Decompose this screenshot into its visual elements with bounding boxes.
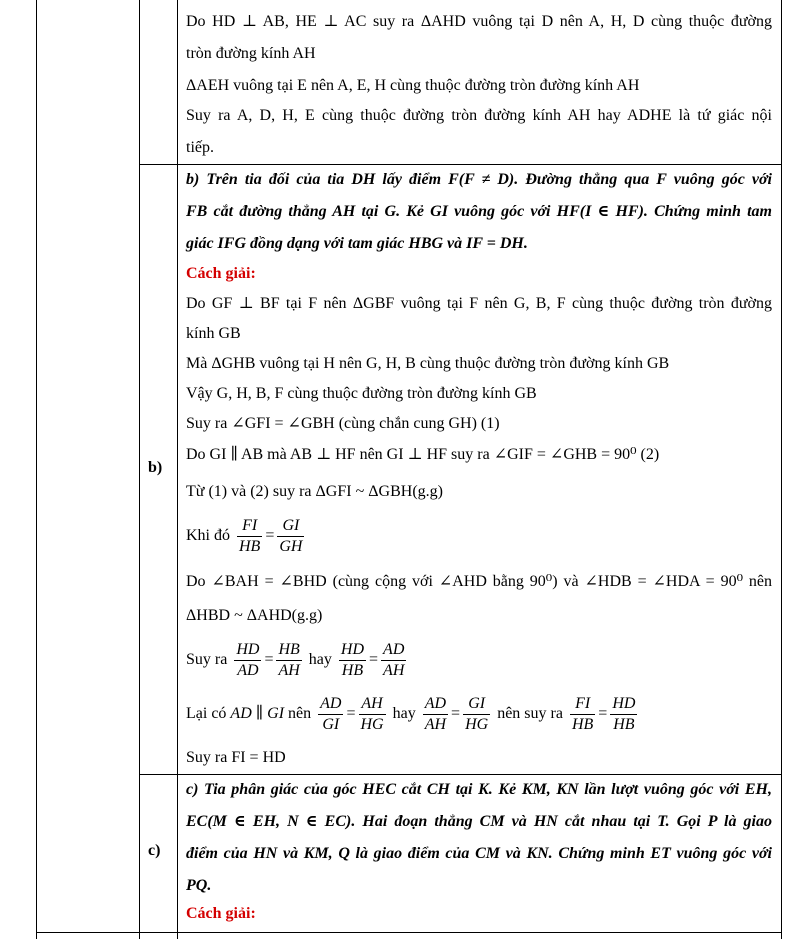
table-border-content <box>177 0 178 939</box>
fraction: $\frac{AH}{HG}$ <box>360 695 384 733</box>
b-khi-do: Khi đó $\frac{FI}{HB}$ = $\frac{GI}{GH}$ <box>186 517 303 555</box>
label-c: c) <box>148 842 161 859</box>
table-border-right <box>781 0 782 939</box>
part-a-line-2: tròn đường kính AH <box>186 45 316 62</box>
c-solution-heading: Cách giải: <box>186 905 256 922</box>
b-line-5: Suy ra ∠GFI = ∠GBH (cùng chắn cung GH) (1) <box>186 415 500 432</box>
c-problem-4: PQ. <box>186 877 212 894</box>
b-problem-3: giác IFG đồng dạng với tam giác HBG và IF = DH. <box>186 235 528 252</box>
c-problem-3: điểm của HN và KM, Q là giao điểm của CM và KN. Chứng minh ET vuông góc với <box>186 845 772 862</box>
b-line-8: Do ∠BAH = ∠BHD (cùng cộng với ∠AHD bằng 90⁰) và ∠HDB = ∠HDA = 90⁰ nên <box>186 573 772 590</box>
b-line-3: Mà ΔGHB vuông tại H nên G, H, B cùng thuộc đường tròn đường kính GB <box>186 355 670 372</box>
fraction: $\frac{AD}{GI}$ <box>320 695 342 733</box>
fraction: $\frac{FI}{HB}$ <box>571 695 594 733</box>
fraction: $\frac{AD}{AH}$ <box>424 695 447 733</box>
b-line-9: ΔHBD ~ ΔAHD(g.g) <box>186 607 323 624</box>
b-problem-1: b) Trên tia đối của tia DH lấy điểm F(F ≠ D). Đường thẳng qua F vuông góc với <box>186 171 772 188</box>
label-b: b) <box>148 459 163 476</box>
b-problem-2: FB cắt đường thẳng AH tại G. Kẻ GI vuông góc với HF(I ∈ HF). Chứng minh tam <box>186 203 772 220</box>
c-problem-2: EC(M ∈ EH, N ∈ EC). Hai đoạn thẳng CM và HN cắt nhau tại T. Gọi P là giao <box>186 813 772 830</box>
fraction: $\frac{HB}{AH}$ <box>278 641 300 679</box>
b-line-10: Suy ra FI = HD <box>186 749 286 766</box>
table-border-left <box>36 0 37 939</box>
row-divider-c <box>139 774 782 775</box>
part-a-line-1: Do HD ⊥ AB, HE ⊥ AC suy ra ΔAHD vuông tại D nên A, H, D cùng thuộc đường <box>186 13 772 30</box>
c-problem-1: c) Tia phân giác của góc HEC cắt CH tại K. Kẻ KM, KN lần lượt vuông góc với EH, <box>186 781 772 798</box>
b-line-7: Từ (1) và (2) suy ra ΔGFI ~ ΔGBH(g.g) <box>186 483 443 500</box>
fraction: $\frac{GI}{GH}$ <box>279 517 303 555</box>
fraction: $\frac{HD}{AD}$ <box>236 641 260 679</box>
part-a-line-5: tiếp. <box>186 139 214 156</box>
part-a-line-3: ΔAEH vuông tại E nên A, E, H cùng thuộc đường tròn đường kính AH <box>186 77 640 94</box>
b-line-2: kính GB <box>186 325 241 342</box>
fraction: $\frac{HD}{HB}$ <box>340 641 365 679</box>
fraction: $\frac{AD}{AH}$ <box>383 641 405 679</box>
row-divider-b <box>139 164 782 165</box>
fraction: $\frac{FI}{HB}$ <box>239 517 261 555</box>
table-border-label <box>139 0 140 939</box>
b-line-4: Vậy G, H, B, F cùng thuộc đường tròn đường kính GB <box>186 385 537 402</box>
fraction: $\frac{GI}{HG}$ <box>465 695 489 733</box>
b-lai-co: Lại có AD ∥ GI nên $\frac{AD}{GI}$ = $\frac{AH}{HG}$ hay $\frac{AD}{AH}$ = $\frac{GI}{HG}$ nên suy ra $\frac{FI}{HB}$ = $\frac{HD}{HB}$ <box>186 695 636 733</box>
b-line-6: Do GI ∥ AB mà AB ⊥ HF nên GI ⊥ HF suy ra ∠GIF = ∠GHB = 90⁰ (2) <box>186 446 660 463</box>
b-suy-ra: Suy ra $\frac{HD}{AD}$ = $\frac{HB}{AH}$ hay $\frac{HD}{HB}$ = $\frac{AD}{AH}$ <box>186 641 405 679</box>
b-line-1: Do GF ⊥ BF tại F nên ΔGBF vuông tại F nên G, B, F cùng thuộc đường tròn đường <box>186 295 772 312</box>
table-bottom <box>36 932 782 933</box>
fraction: $\frac{HD}{HB}$ <box>612 695 636 733</box>
b-solution-heading: Cách giải: <box>186 265 256 282</box>
part-a-line-4: Suy ra A, D, H, E cùng thuộc đường tròn đường kính AH hay ADHE là tứ giác nội <box>186 107 772 124</box>
